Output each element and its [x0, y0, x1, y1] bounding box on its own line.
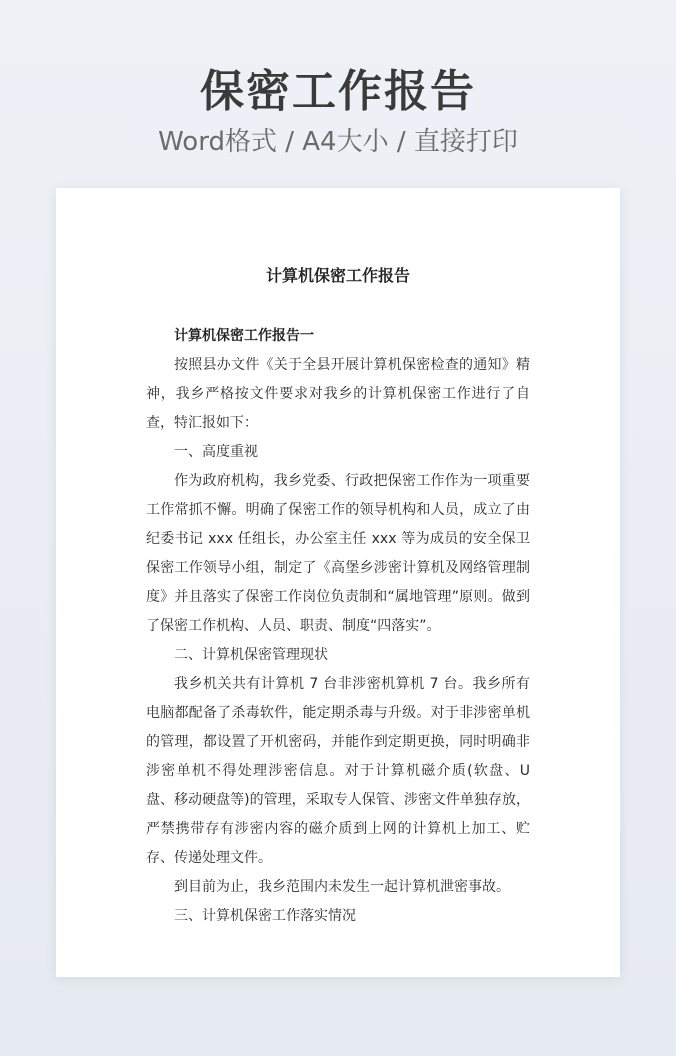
heading-1: 一、高度重视	[174, 444, 258, 460]
section-heading: 计算机保密工作报告一	[174, 328, 314, 344]
heading-3: 三、计算机保密工作落实情况	[174, 908, 356, 924]
paragraph-1: 作为政府机构，我乡党委、行政把保密工作作为一项重要工作常抓不懈。明确了保密工作的领导机构和人员，成立了由纪委书记 xxx 任组长，办公室主任 xxx 等为成员的安全保卫保密工作领导小组，制定了《高堡乡涉密计算机及网络管理制度》并且落实了保密工作岗位负责制和“属地管理”原则。做到了保密工作机构、人员、职责、制度“四落实”。	[146, 473, 530, 634]
banner-title: 保密工作报告	[200, 66, 476, 117]
document-page	[56, 188, 620, 977]
paragraph-3: 到目前为止，我乡范围内未发生一起计算机泄密事故。	[174, 879, 510, 895]
banner-subtitle: Word格式 / A4大小 / 直接打印	[158, 127, 518, 157]
paragraph-2: 我乡机关共有计算机 7 台非涉密机算机 7 台。我乡所有电脑都配备了杀毒软件，能定期杀毒与升级。对于非涉密单机的管理，都设置了开机密码，并能作到定期更换，同时明确非涉密单机不得处理涉密信息。对于计算机磁介质(软盘、U 盘、移动硬盘等)的管理，采取专人保管、涉密文件单独存放，严禁携带存有涉密内容的磁介质到上网的计算机上加工、贮存、传递处理文件。	[146, 676, 530, 866]
heading-2: 二、计算机保密管理现状	[174, 647, 328, 663]
document-title: 计算机保密工作报告	[265, 266, 410, 285]
intro-paragraph: 按照县办文件《关于全县开展计算机保密检查的通知》精神，我乡严格按文件要求对我乡的计算机保密工作进行了自查，特汇报如下：	[146, 357, 530, 431]
banner	[0, 62, 676, 160]
